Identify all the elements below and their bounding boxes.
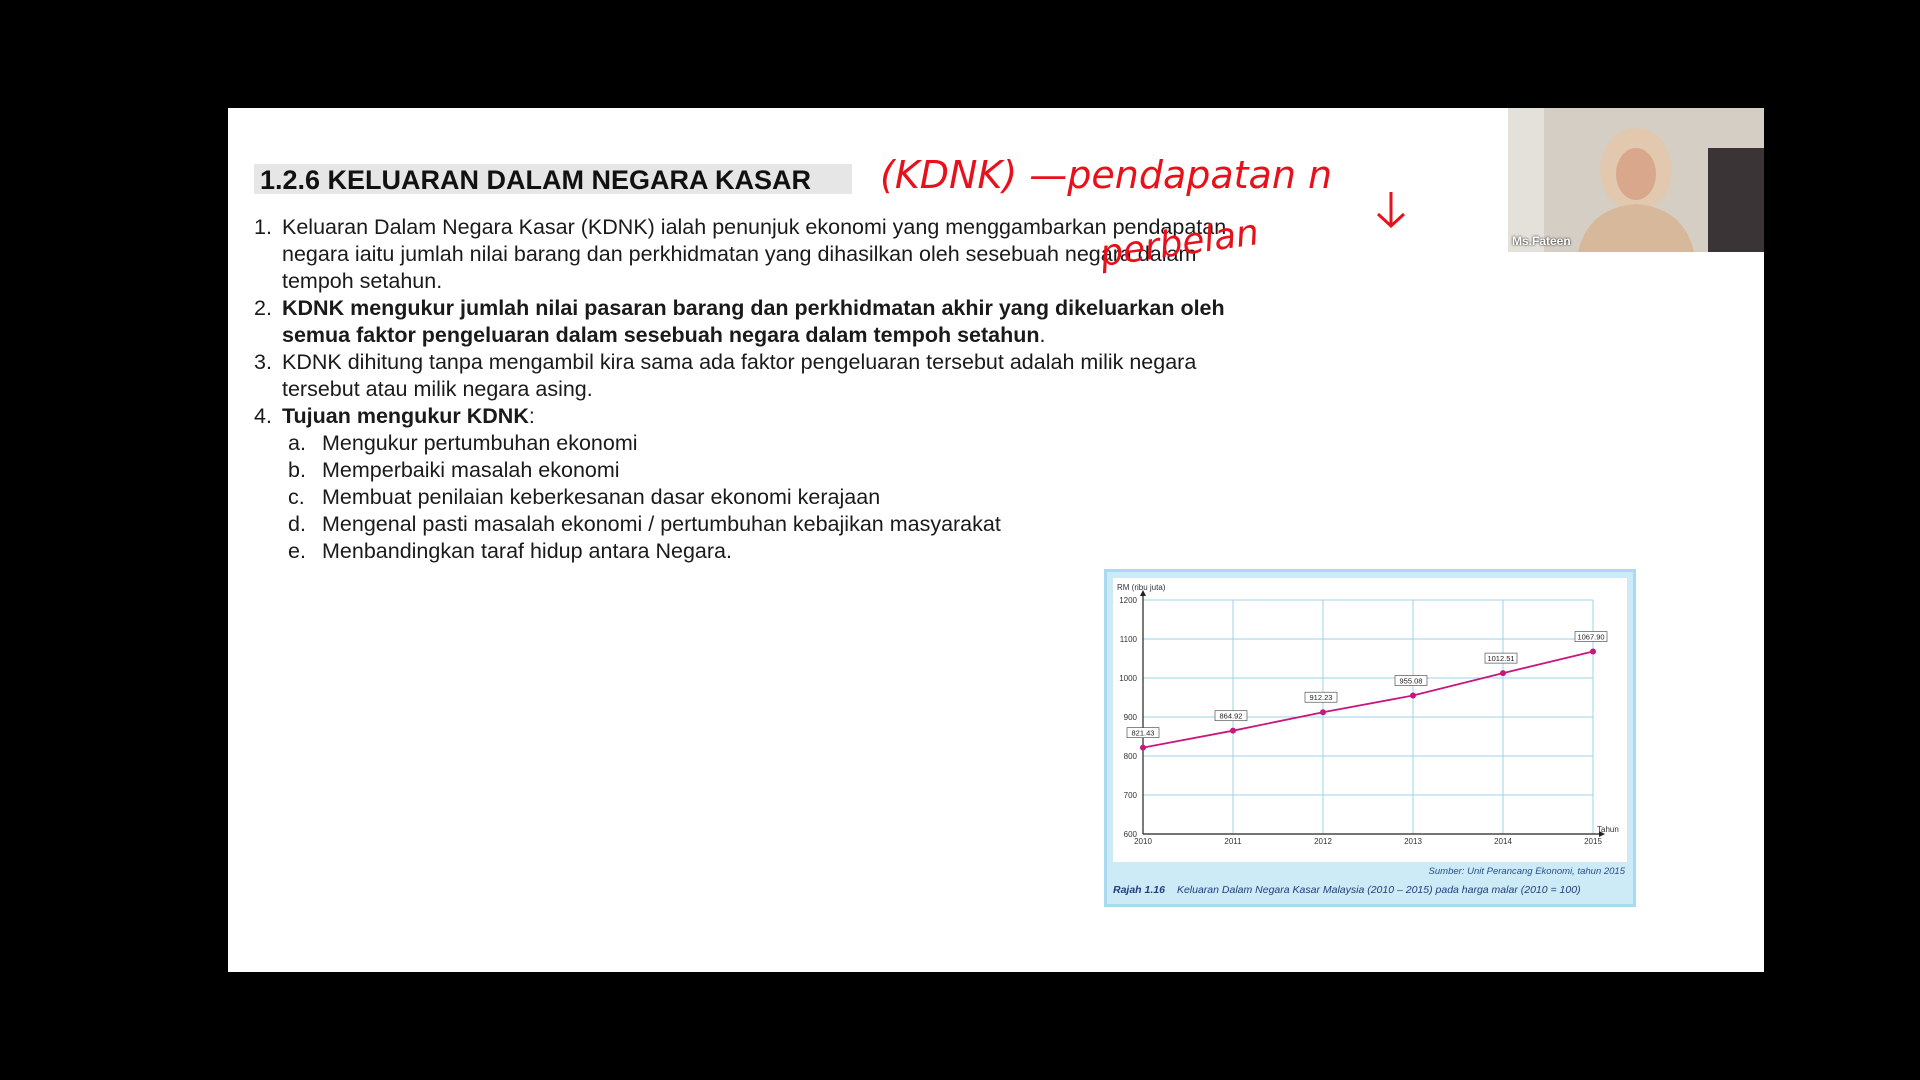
sub-list-letter: a. [288,431,306,455]
y-tick-label: 700 [1123,791,1137,800]
data-label: 821.43 [1131,728,1155,738]
list-number: 1. [254,215,272,239]
y-tick-label: 800 [1123,752,1137,761]
slide-heading: 1.2.6 KELUARAN DALAM NEGARA KASAR [254,164,852,194]
sub-list-letter: c. [288,485,305,509]
data-point [1230,728,1236,734]
gdp-figure [1104,569,1636,907]
data-label: 1067.90 [1577,632,1605,642]
video-chair [1708,148,1764,252]
caption-text: Keluaran Dalam Negara Kasar Malaysia (2010 – 2015) pada harga malar (2010 = 100) [1176,884,1581,896]
sub-list-letter: d. [288,512,306,536]
sub-list-text: Mengenal pasti masalah ekonomi / pertumbuhan kebajikan masyarakat [322,512,1001,536]
x-tick-label: 2015 [1584,837,1602,846]
list-text: Keluaran Dalam Negara Kasar (KDNK) ialah penunjuk ekonomi yang menggambarkan pendapatan negara iaitu jumlah nilai barang dan perkhidmatan yang dihasilkan oleh sesebuah negara dalam tempoh setahun. [282,215,1227,293]
figure-caption [1113,884,1581,896]
data-label: 912.23 [1309,693,1333,703]
video-wall [1508,108,1544,252]
list-number: 2. [254,296,272,320]
data-label: 955.08 [1399,676,1423,686]
x-tick-label: 2010 [1134,837,1152,846]
ink-annotation-line1: (KDNK) —pendapatan n [880,153,1333,197]
list-text: KDNK dihitung tanpa mengambil kira sama ada faktor pengeluaran tersebut adalah milik negara tersebut atau milik negara asing. [282,350,1197,401]
webcam-feed [1508,108,1764,252]
list-number: 3. [254,350,272,374]
sub-list-text: Memperbaiki masalah ekonomi [322,458,620,482]
caption-label: Rajah 1.16 [1113,884,1165,896]
ink-arrow-down [1378,192,1404,226]
data-point [1500,670,1506,676]
slide [228,108,1764,972]
list-text-suffix: : [528,404,535,428]
ink-annotation-line2: perbelan [1097,212,1262,275]
figure-source: Sumber: Unit Perancang Ekonomi, tahun 2015 [1428,866,1625,877]
x-tick-label: 2012 [1314,837,1332,846]
list-number: 4. [254,404,272,428]
presenter-face [1616,148,1656,200]
y-tick-label: 900 [1123,713,1137,722]
sub-list-text: Menbandingkan taraf hidup antara Negara. [322,539,732,563]
data-point [1410,693,1416,699]
presenter-video [1508,108,1764,252]
data-point [1590,649,1596,655]
y-tick-label: 1100 [1119,635,1137,644]
y-axis-label: RM (ribu juta) [1117,583,1166,592]
sub-list-letter: e. [288,539,306,563]
x-tick-label: 2011 [1224,837,1242,846]
sub-list-text: Mengukur pertumbuhan ekonomi [322,431,638,455]
gdp-line-chart [1113,578,1627,862]
data-label: 1012.51 [1487,654,1515,664]
chart-panel [1113,578,1627,862]
y-tick-label: 1200 [1119,596,1137,605]
sub-list-letter: b. [288,458,306,482]
y-tick-label: 600 [1123,830,1137,839]
series-line [1143,652,1593,748]
data-point [1140,745,1146,751]
data-label: 864.92 [1219,711,1243,721]
x-axis-label: Tahun [1597,825,1619,834]
data-point [1320,709,1326,715]
x-tick-label: 2014 [1494,837,1512,846]
list-text-suffix: . [1039,323,1046,347]
list-text-bold: Tujuan mengukur KDNK [282,404,529,428]
sub-list-text: Membuat penilaian keberkesanan dasar ekonomi kerajaan [322,485,881,509]
list-text-bold: KDNK mengukur jumlah nilai pasaran barang dan perkhidmatan akhir yang dikeluarkan oleh semua faktor pengeluaran dalam sesebuah negara dalam tempoh setahun [282,296,1225,347]
y-tick-label: 1000 [1119,674,1137,683]
x-tick-label: 2013 [1404,837,1422,846]
webcam-name-label: Ms.Fateen [1512,234,1571,248]
